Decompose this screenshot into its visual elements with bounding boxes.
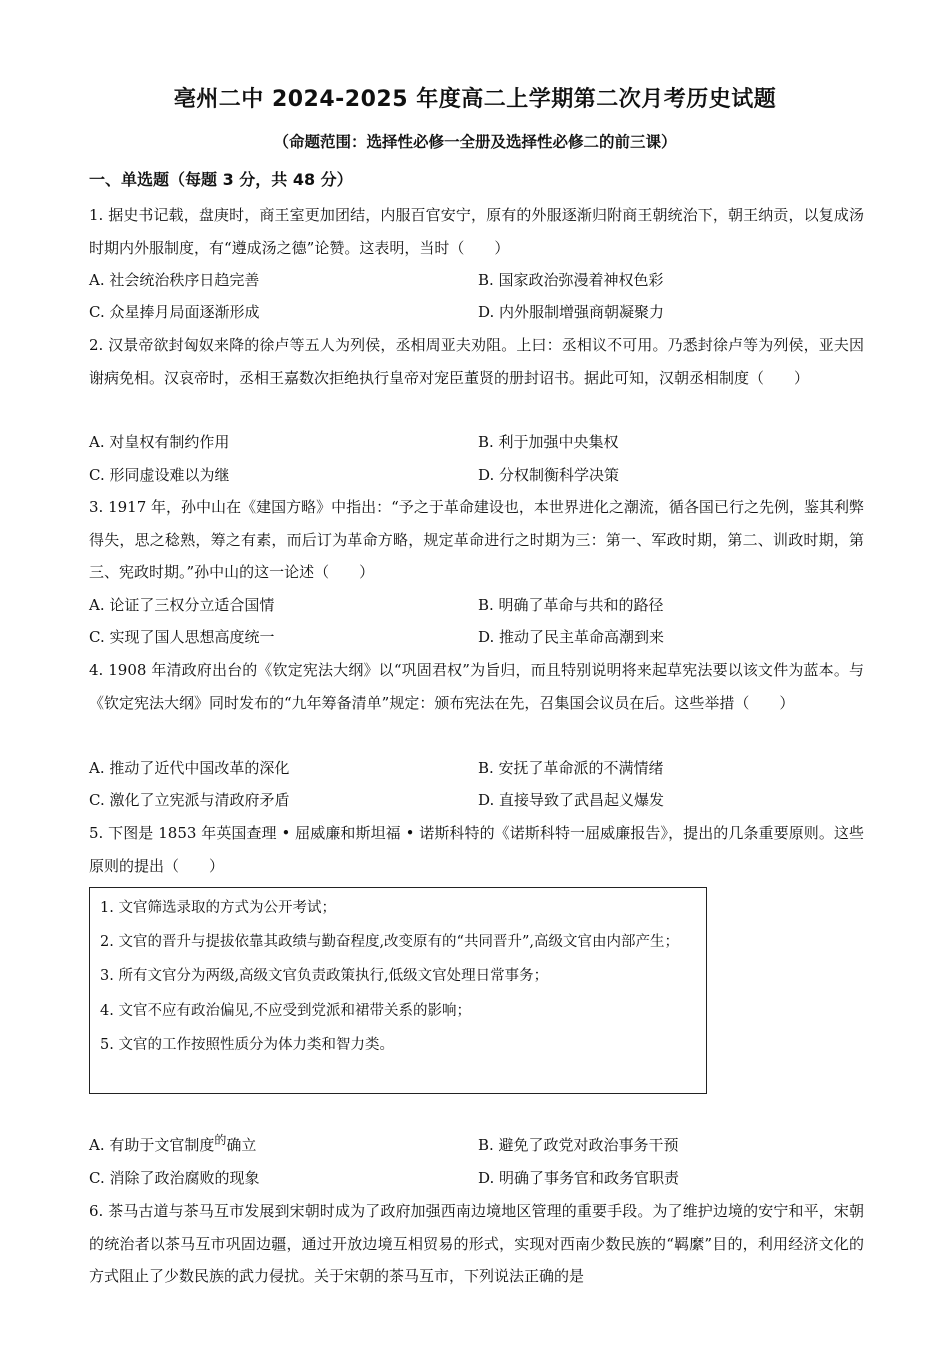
exam-title: 亳州二中 2024-2025 年度高二上学期第二次月考历史试题 (173, 87, 777, 112)
question-5-stem: 5. 下图是 1853 年英国查理 • 屈威廉和斯坦福 • 诺斯科特的《诺斯科特一屈威廉报告》，提出的几条重要原则。这些原则的提出（ ） (89, 824, 864, 875)
question-4-option-d: D. 直接导致了武昌起义爆发 (478, 791, 665, 809)
question-2-option-b: B. 利于加强中央集权 (478, 433, 619, 451)
question-5-option-d: D. 明确了事务官和政务官职责 (478, 1169, 680, 1187)
question-5-option-a-text: A. 有助于文官制度 (89, 1136, 215, 1154)
question-3-option-a: A. 论证了三权分立适合国情 (89, 596, 275, 614)
question-1-stem: 1. 据史书记载，盘庚时，商王室更加团结，内服百官安宁，原有的外服逐渐归附商王朝统治下，朝王纳贡，以复成汤时期内外服制度，有“遵成汤之德”论赞。这表明，当时（ ） (89, 206, 864, 257)
principle-4: 4. 文官不应有政治偏见,不应受到党派和裙带关系的影响； (100, 1002, 472, 1019)
question-5-option-a-tail: 确立 (226, 1136, 257, 1154)
question-4-option-a: A. 推动了近代中国改革的深化 (89, 759, 290, 777)
question-3-option-c: C. 实现了国人思想高度统一 (89, 628, 275, 646)
principle-1: 1. 文官筛选录取的方式为公开考试； (100, 900, 336, 916)
question-2-option-d: D. 分权制衡科学决策 (478, 466, 620, 484)
question-5-option-a-mark: 的 (214, 1133, 227, 1147)
exam-scope: （命题范围：选择性必修一全册及选择性必修二的前三课） (273, 133, 677, 151)
question-3-option-d: D. 推动了民主革命高潮到来 (478, 628, 665, 646)
question-1-option-c: C. 众星捧月局面逐渐形成 (89, 303, 260, 321)
section-heading: 一、单选题（每题 3 分，共 48 分） (89, 170, 353, 189)
question-1-option-d: D. 内外服制增强商朝凝聚力 (478, 303, 665, 321)
question-5-option-c: C. 消除了政治腐败的现象 (89, 1169, 260, 1187)
question-1-option-b: B. 国家政治弥漫着神权色彩 (478, 271, 664, 289)
question-1-option-a: A. 社会统治秩序日趋完善 (89, 271, 260, 289)
question-4-stem: 4. 1908 年清政府出台的《钦定宪法大纲》以“巩固君权”为旨归，而且特别说明将来起草宪法要以该文件为蓝本。与《钦定宪法大纲》同时发布的“九年筹备清单”规定：颁布宪法在先，召集国会议员在后。这些举措（ ） (89, 661, 864, 712)
principle-5: 5. 文官的工作按照性质分为体力类和智力类。 (100, 1036, 394, 1053)
question-2-stem: 2. 汉景帝欲封匈奴来降的徐卢等五人为列侯，丞相周亚夫劝阻。上曰：丞相议不可用。乃悉封徐卢等为列侯，亚夫因谢病免相。汉哀帝时，丞相王嘉数次拒绝执行皇帝对宠臣董贤的册封诏书。据此可知，汉朝丞相制度（ ） (89, 336, 864, 387)
principle-2: 2. 文官的晋升与提拔依靠其政绩与勤奋程度,改变原有的“共同晋升”,高级文官由内部产生； (100, 934, 679, 951)
question-5-option-b: B. 避免了政党对政治事务干预 (478, 1136, 679, 1154)
principles-box (89, 887, 707, 1094)
question-2-option-c: C. 形同虚设难以为继 (89, 466, 230, 484)
question-3-option-b: B. 明确了革命与共和的路径 (478, 596, 664, 614)
question-5-option-a (89, 1129, 256, 1163)
question-6-stem: 6. 茶马古道与茶马互市发展到宋朝时成为了政府加强西南边境地区管理的重要手段。为了维护边境的安宁和平，宋朝的统治者以茶马互市巩固边疆，通过开放边境互相贸易的形式，实现对西南少数民族的“羁縻”目的，利用经济文化的方式阻止了少数民族的武力侵扰。关于宋朝的茶马互市，下列说法正确的是 (89, 1202, 864, 1285)
question-4-option-b: B. 安抚了革命派的不满情绪 (478, 759, 664, 777)
question-4-option-c: C. 激化了立宪派与清政府矛盾 (89, 791, 290, 809)
question-2-option-a: A. 对皇权有制约作用 (89, 433, 230, 451)
question-3-stem: 3. 1917 年，孙中山在《建国方略》中指出：“予之于革命建设也，本世界进化之潮流，循各国已行之先例，鉴其利弊得失，思之稔熟，筹之有素，而后订为革命方略，规定革命进行之时期为三：第一、军政时期，第二、训政时期，第三、宪政时期。”孙中山的这一论述（ ） (89, 498, 864, 581)
principle-3: 3. 所有文官分为两级,高级文官负责政策执行,低级文官处理日常事务； (100, 968, 549, 985)
